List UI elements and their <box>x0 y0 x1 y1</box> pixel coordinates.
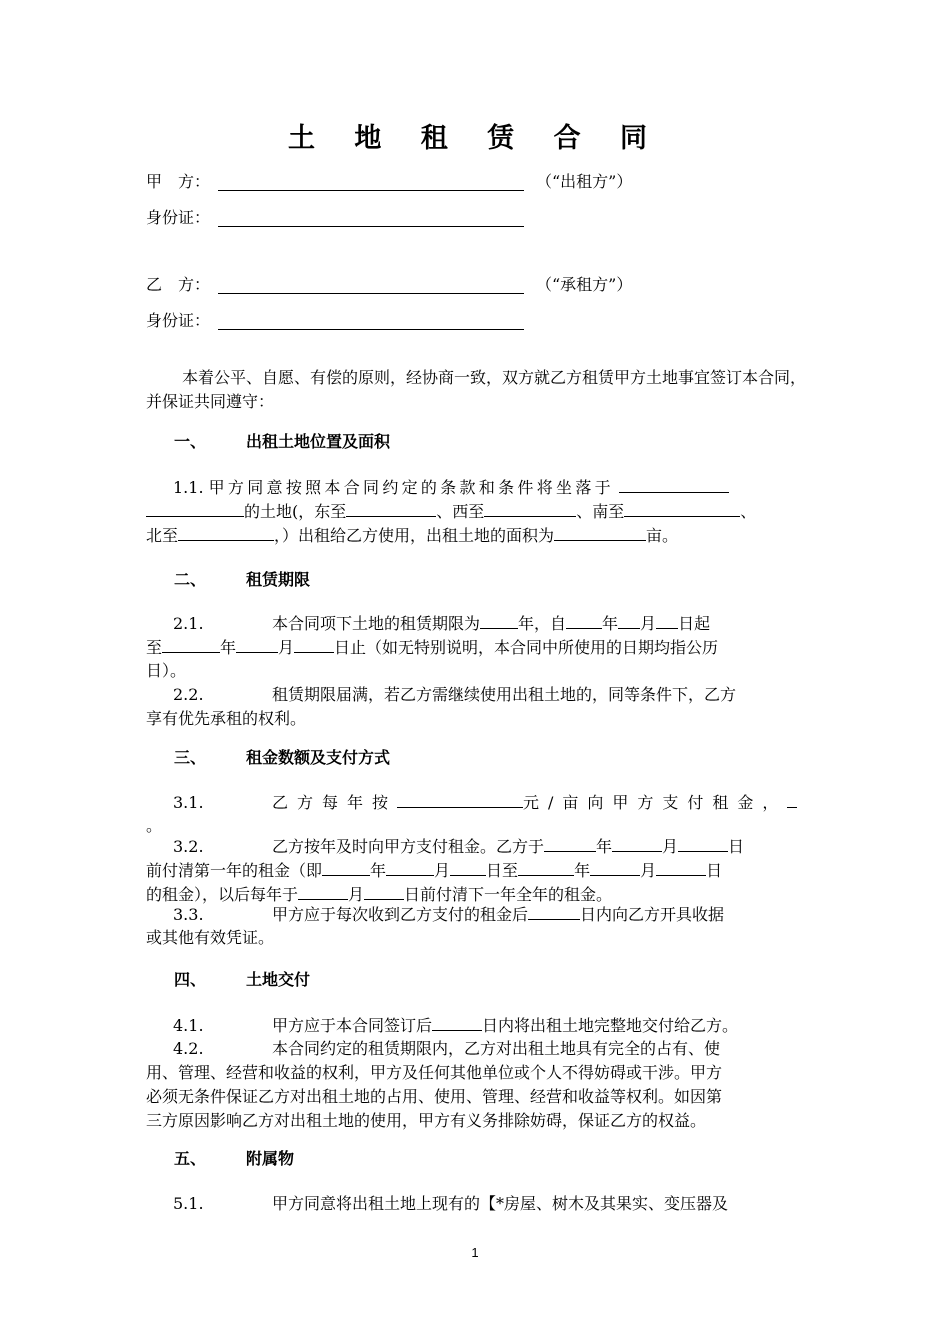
clause-text: 日内向乙方开具收据 <box>580 905 725 924</box>
clause-4-2-line-3: 必须无条件保证乙方对出租土地的占用、使用、管理、经营和收益等权利。如因第 <box>146 1087 723 1106</box>
clause-text: ，）出租给乙方使用，出租土地的面积为 <box>274 526 555 545</box>
clause-number: 4.2. <box>173 1039 204 1058</box>
end-day-blank[interactable] <box>294 635 334 653</box>
clause-text: 甲方应于本合同签订后 <box>272 1016 433 1035</box>
clause-text: 本合同约定的租赁期限内，乙方对出租土地具有完全的占有、使 <box>272 1039 721 1058</box>
start-month-blank[interactable] <box>618 611 640 629</box>
clause-text: 、 <box>740 502 757 521</box>
party-b-id-blank[interactable] <box>218 313 524 330</box>
start-year-blank[interactable] <box>566 611 602 629</box>
document-title: 土 地 租 赁 合 同 <box>288 123 662 154</box>
section-num: 一、 <box>174 432 207 451</box>
section-title: 出租土地位置及面积 <box>246 432 391 451</box>
party-a-name-blank[interactable] <box>218 174 524 191</box>
section-title: 租金数额及支付方式 <box>246 748 391 767</box>
clause-text: 甲方同意按照本合同约定的条款和条件将坐落于 <box>208 478 614 497</box>
end-month-blank[interactable] <box>236 635 278 653</box>
rent-per-mu-blank[interactable] <box>397 790 523 808</box>
end-year-blank[interactable] <box>162 635 220 653</box>
party-b-name-blank[interactable] <box>218 277 524 294</box>
clause-text: 日内将出租土地完整地交付给乙方。 <box>482 1016 739 1035</box>
location-blank-cont[interactable] <box>146 499 244 517</box>
clause-1-1-line-1 <box>146 475 810 499</box>
period-start-year-blank[interactable] <box>322 858 370 876</box>
clause-text: 北至 <box>146 526 179 545</box>
clause-text: 元/亩向甲方支付租金， <box>523 793 788 812</box>
clause-number: 2.2. <box>173 685 204 704</box>
party-b-row <box>146 273 632 297</box>
clause-3-1-line-1 <box>146 790 810 814</box>
section-title: 附属物 <box>246 1149 295 1168</box>
party-a-id-row <box>146 206 524 230</box>
section-title: 租赁期限 <box>246 570 311 589</box>
clause-text: 乙方按年及时向甲方支付租金。乙方于 <box>272 837 545 856</box>
clause-text: 日至 <box>486 861 519 880</box>
clause-text: 月 <box>640 614 657 633</box>
first-pay-day-blank[interactable] <box>678 834 728 852</box>
clause-text: 月 <box>662 837 679 856</box>
clause-2-2-line-1 <box>146 683 810 707</box>
clause-text: 年，自 <box>518 614 567 633</box>
section-heading-3 <box>174 746 390 770</box>
clause-text: 月 <box>278 638 295 657</box>
clause-text: 前付清第一年的租金（即 <box>146 861 323 880</box>
section-heading-5 <box>174 1147 294 1171</box>
section-num: 五、 <box>174 1149 207 1168</box>
clause-text: 年 <box>602 614 619 633</box>
section-num: 四、 <box>174 970 207 989</box>
clause-2-1-line-3: 日）。 <box>146 661 187 680</box>
party-b-id-label: 身份证： <box>146 311 211 330</box>
party-a-label: 甲 方： <box>146 172 211 191</box>
period-end-month-blank[interactable] <box>590 858 640 876</box>
party-b-label: 乙 方： <box>146 275 211 294</box>
section-heading-4 <box>174 968 310 992</box>
period-end-day-blank[interactable] <box>656 858 706 876</box>
clause-3-2-line-1 <box>146 834 810 858</box>
party-a-note: （“出租方”） <box>536 172 633 191</box>
clause-1-1-line-3 <box>146 523 810 547</box>
clause-number: 3.1. <box>173 793 204 812</box>
annual-pay-day-blank[interactable] <box>364 882 404 900</box>
first-pay-month-blank[interactable] <box>612 834 662 852</box>
clause-3-3-line-2: 或其他有效凭证。 <box>146 928 275 947</box>
term-years-blank[interactable] <box>480 611 518 629</box>
page-number: 1 <box>471 1245 479 1260</box>
clause-text: 本合同项下土地的租赁期限为 <box>272 614 481 633</box>
clause-text: 年 <box>574 861 591 880</box>
section-num: 三、 <box>174 748 207 767</box>
clause-text: 年 <box>596 837 613 856</box>
clause-text: 的租金），以后每年于 <box>146 885 299 904</box>
east-blank[interactable] <box>346 499 436 517</box>
clause-text: 月 <box>434 861 451 880</box>
clause-text: 甲方同意将出租土地上现有的【*房屋、树木及其果实、变压器及 <box>272 1194 729 1213</box>
clause-3-3-line-1 <box>146 902 810 926</box>
clause-1-1-line-2 <box>146 499 810 523</box>
party-b-note: （“承租方”） <box>536 275 633 294</box>
south-blank[interactable] <box>624 499 740 517</box>
clause-text: 月 <box>348 885 365 904</box>
party-a-id-label: 身份证： <box>146 208 211 227</box>
party-b-id-row <box>146 309 524 333</box>
clause-4-2-line-4: 三方原因影响乙方对出租土地的使用，甲方有义务排除妨碍，保证乙方的权益。 <box>146 1111 707 1130</box>
clause-text: 日 <box>706 861 723 880</box>
clause-3-2-line-2 <box>146 858 810 882</box>
start-day-blank[interactable] <box>656 611 678 629</box>
party-a-row <box>146 170 632 194</box>
clause-number: 3.3. <box>173 905 204 924</box>
clause-text: 、南至 <box>576 502 625 521</box>
first-pay-year-blank[interactable] <box>544 834 596 852</box>
rent-extra-blank[interactable] <box>787 790 797 808</box>
section-heading-2 <box>174 568 310 592</box>
west-blank[interactable] <box>484 499 576 517</box>
clause-text: 年 <box>370 861 387 880</box>
preamble: 本着公平、自愿、有偿的原则，经协商一致，双方就乙方租赁甲方土地事宜签订本合同，并保证共同遵守： <box>146 368 807 411</box>
clause-2-1-line-1 <box>146 611 810 635</box>
period-start-month-blank[interactable] <box>386 858 434 876</box>
clause-4-2-line-2: 用、管理、经营和收益的权利，甲方及任何其他单位或个人不得妨碍或干涉。甲方 <box>146 1063 723 1082</box>
party-a-id-blank[interactable] <box>218 210 524 227</box>
receipt-days-blank[interactable] <box>528 902 580 920</box>
clause-5-1-line-1 <box>146 1192 810 1216</box>
clause-number: 4.1. <box>173 1016 204 1035</box>
north-blank[interactable] <box>178 523 274 541</box>
clause-text: 至 <box>146 638 163 657</box>
clause-number: 2.1. <box>173 614 204 633</box>
delivery-days-blank[interactable] <box>432 1013 482 1031</box>
period-start-day-blank[interactable] <box>450 858 486 876</box>
clause-number: 5.1. <box>173 1194 204 1213</box>
clause-text: 、西至 <box>436 502 485 521</box>
section-num: 二、 <box>174 570 207 589</box>
clause-text: 的土地(，东至 <box>244 502 347 521</box>
section-heading-1 <box>174 430 390 454</box>
clause-4-2-line-1 <box>146 1037 810 1061</box>
clause-text: 日 <box>728 837 745 856</box>
clause-text: 日起 <box>678 614 711 633</box>
area-blank[interactable] <box>554 523 646 541</box>
section-title: 土地交付 <box>246 970 311 989</box>
period-end-year-blank[interactable] <box>518 858 574 876</box>
clause-text: 日止（如无特别说明，本合同中所使用的日期均指公历 <box>334 638 719 657</box>
clause-text: 甲方应于每次收到乙方支付的租金后 <box>272 905 529 924</box>
clause-text: 日前付清下一年全年的租金。 <box>404 885 613 904</box>
clause-2-2-line-2: 享有优先承租的权利。 <box>146 709 307 728</box>
clause-text: 亩。 <box>646 526 679 545</box>
clause-number: 1.1. <box>173 478 204 497</box>
clause-text: 租赁期限届满，若乙方需继续使用出租土地的，同等条件下，乙方 <box>272 685 737 704</box>
annual-pay-month-blank[interactable] <box>298 882 348 900</box>
clause-4-1-line-1 <box>146 1013 810 1037</box>
clause-text: 年 <box>220 638 237 657</box>
clause-text: 月 <box>640 861 657 880</box>
clause-3-1-line-2: 。 <box>146 816 163 835</box>
location-blank[interactable] <box>619 475 729 493</box>
clause-text: 乙方每年按 <box>272 793 398 812</box>
clause-2-1-line-2 <box>146 635 810 659</box>
clause-number: 3.2. <box>173 837 204 856</box>
